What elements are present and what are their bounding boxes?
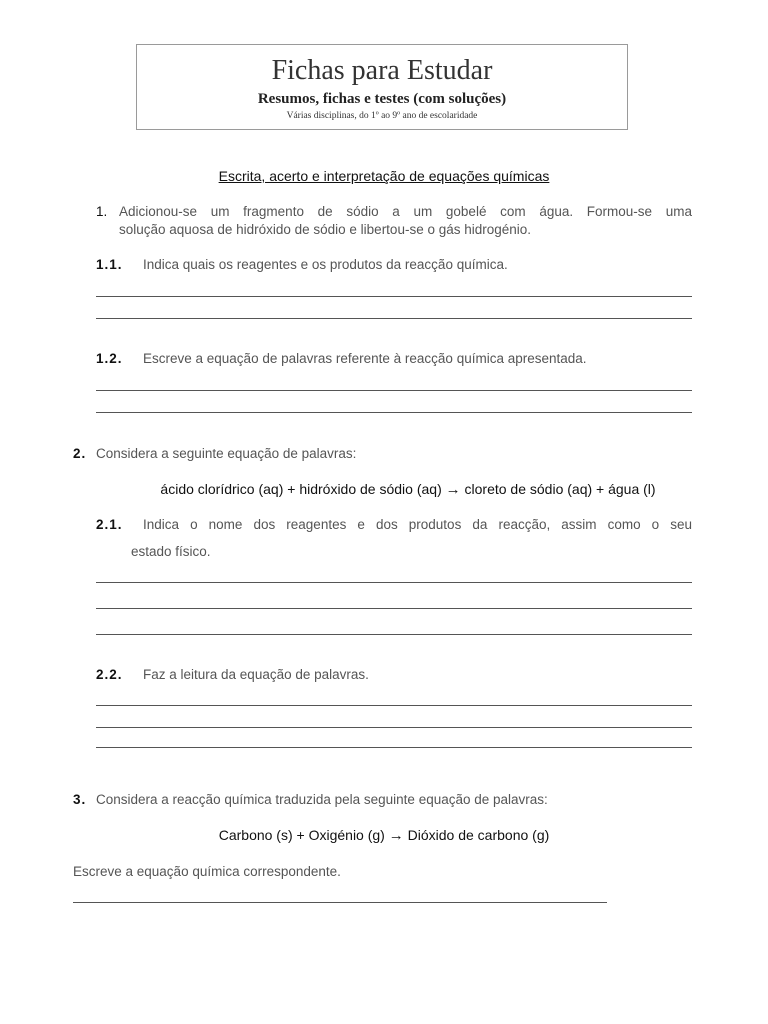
header-subtitle: Resumos, fichas e testes (com soluções) — [257, 91, 507, 107]
answer-line[interactable] — [96, 582, 692, 583]
q2-equation-reactants: ácido clorídrico (aq) + hidróxido de sódio (aq) — [160, 481, 442, 497]
q1-1-text: Indica quais os reagentes e os produtos da reacção química. — [143, 257, 508, 272]
answer-line[interactable] — [96, 705, 692, 706]
header-title: Fichas para Estudar — [271, 55, 493, 86]
q2-2-text: Faz a leitura da equação de palavras. — [143, 667, 369, 682]
answer-line[interactable] — [73, 902, 607, 903]
q1-text-line2: solução aquosa de hidróxido de sódio e libertou-se o gás hidrogénio. — [119, 222, 532, 237]
header-note: Várias disciplinas, do 1º ao 9º ano de escolaridade — [286, 111, 478, 121]
q1-text-line1: Adicionou-se um fragmento de sódio a um gobelé com água. Formou-se uma — [119, 204, 692, 219]
q1-1-number: 1.1. — [96, 257, 123, 272]
q2-text: Considera a seguinte equação de palavras: — [96, 446, 357, 461]
q2-1-text-line2: estado físico. — [131, 544, 211, 559]
answer-line[interactable] — [96, 608, 692, 609]
q1-2-text: Escreve a equação de palavras referente à reacção química apresentada. — [143, 351, 587, 366]
q1-2-number: 1.2. — [96, 351, 123, 366]
answer-line[interactable] — [96, 727, 692, 728]
q3-number: 3. — [73, 792, 87, 807]
q2-1-text-line1: Indica o nome dos reagentes e dos produtos da reacção, assim como o seu — [143, 517, 692, 532]
q2-number: 2. — [73, 446, 87, 461]
section-title: Escrita, acerto e interpretação de equações químicas — [218, 168, 550, 184]
q3-equation-reactants: Carbono (s) + Oxigénio (g) — [218, 827, 385, 843]
answer-line[interactable] — [96, 412, 692, 413]
arrow-icon: → — [388, 827, 404, 844]
q2-equation-products: cloreto de sódio (aq) + água (l) — [464, 481, 656, 497]
answer-line[interactable] — [96, 747, 692, 748]
answer-line[interactable] — [96, 318, 692, 319]
q2-word-equation — [24, 481, 768, 498]
q3-text: Considera a reacção química traduzida pela seguinte equação de palavras: — [96, 792, 548, 807]
q1-number: 1. — [96, 204, 108, 219]
answer-line[interactable] — [96, 634, 692, 635]
header-box — [136, 44, 628, 130]
q3-equation-products: Dióxido de carbono (g) — [407, 827, 550, 843]
q3-word-equation — [0, 827, 768, 844]
q3-instruction: Escreve a equação química correspondente. — [73, 864, 341, 879]
arrow-icon: → — [445, 481, 461, 498]
answer-line[interactable] — [96, 296, 692, 297]
answer-line[interactable] — [96, 390, 692, 391]
q2-2-number: 2.2. — [96, 667, 123, 682]
q2-1-number: 2.1. — [96, 517, 123, 532]
